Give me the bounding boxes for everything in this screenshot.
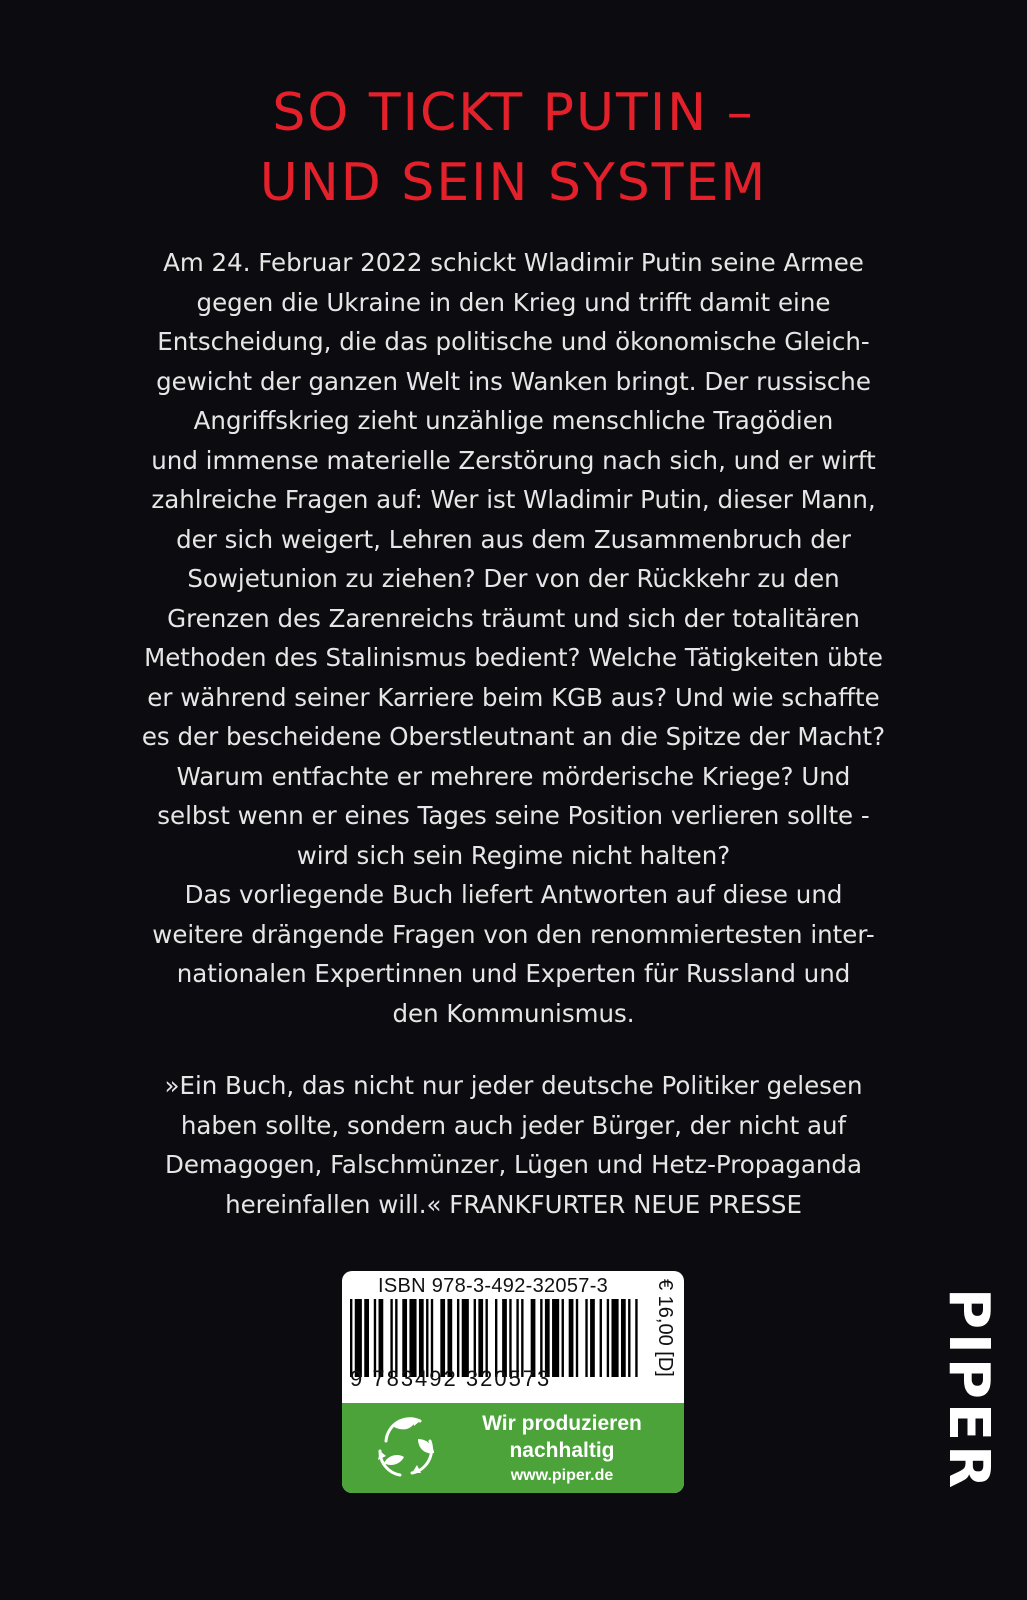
blurb-text	[0, 243, 1027, 1033]
sustainability-badge	[342, 1403, 684, 1493]
blurb-line: Warum entfachte er mehrere mörderische Kriege? Und	[176, 761, 851, 791]
isbn-number: ISBN 978-3-492-32057-3	[378, 1275, 609, 1297]
blurb-line: Am 24. Februar 2022 schickt Wladimir Putin seine Armee	[163, 248, 864, 277]
blurb-line: Methoden des Stalinismus bedient? Welche Tätigkeiten übte	[144, 643, 883, 672]
blurb-line: Das vorliegende Buch liefert Antworten auf diese und	[184, 880, 843, 909]
quote-line: haben sollte, sondern auch jeder Bürger, der nicht auf	[180, 1110, 847, 1140]
blurb-line: der sich weigert, Lehren aus dem Zusammenbruch der	[176, 524, 851, 554]
barcode-digits: 9 783492 320573	[350, 1366, 552, 1391]
blurb-line: wird sich sein Regime nicht halten?	[296, 840, 731, 870]
blurb-line: weitere drängende Fragen von den renommiertesten inter-	[152, 919, 875, 949]
blurb-line: und immense materielle Zerstörung nach sich, und er wirft	[151, 445, 876, 475]
headline-line-2: UND SEIN SYSTEM	[259, 153, 768, 213]
headline-line-1: SO TICKT PUTIN –	[272, 83, 755, 143]
blurb-line: den Kommunismus.	[392, 998, 635, 1028]
blurb-line: er während seiner Karriere beim KGB aus? Und wie schaffte	[147, 682, 880, 712]
eco-label-line-1: Wir produzieren	[482, 1412, 642, 1435]
barcode-panel	[342, 1271, 684, 1493]
blurb-line: Entscheidung, die das politische und ökonomische Gleich-	[157, 327, 870, 356]
blurb-line: Grenzen des Zarenreichs träumt und sich der totalitären	[167, 603, 860, 633]
blurb-line: Angriffskrieg zieht unzählige menschliche Tragödien	[193, 406, 834, 435]
quote-line: »Ein Buch, das nicht nur jeder deutsche Politiker gelesen	[164, 1071, 863, 1100]
blurb-line: es der bescheidene Oberstleutnant an die Spitze der Macht?	[141, 722, 886, 751]
quote-line: hereinfallen will.« FRANKFURTER NEUE PRESSE	[225, 1189, 802, 1219]
eco-label-line-2: nachhaltig	[509, 1439, 615, 1462]
headline	[0, 78, 1027, 218]
blurb-line: nationalen Expertinnen und Experten für Russland und	[176, 959, 851, 988]
publisher-website: www.piper.de	[510, 1467, 614, 1484]
quote-line: Demagogen, Falschmünzer, Lügen und Hetz-Propaganda	[165, 1150, 862, 1179]
publisher-logo: PIPER	[936, 1288, 1001, 1493]
blurb-line: gewicht der ganzen Welt ins Wanken bringt. Der russische	[156, 366, 871, 396]
recycle-leaves-icon	[372, 1411, 442, 1483]
press-quote	[0, 1066, 1027, 1224]
blurb-line: zahlreiche Fragen auf: Wer ist Wladimir Putin, dieser Mann,	[151, 485, 876, 514]
blurb-line: Sowjetunion zu ziehen? Der von der Rückkehr zu den	[187, 564, 840, 593]
blurb-line: gegen die Ukraine in den Krieg und trifft damit eine	[196, 287, 831, 317]
blurb-line: selbst wenn er eines Tages seine Position verlieren sollte -	[157, 801, 870, 830]
price-label: € 16,00 [D]	[654, 1279, 676, 1377]
